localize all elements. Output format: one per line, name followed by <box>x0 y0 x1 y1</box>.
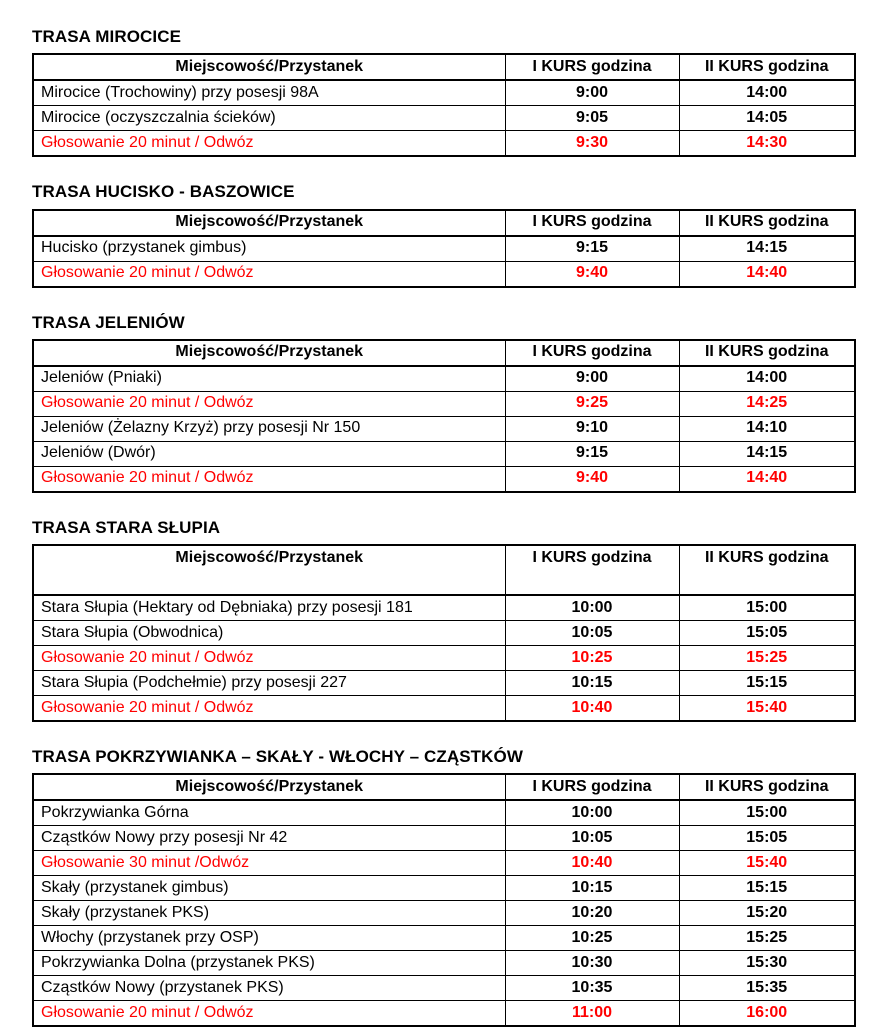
stop-name-cell: Stara Słupia (Obwodnica) <box>33 621 505 646</box>
kurs1-time-cell: 9:40 <box>505 261 679 287</box>
column-header-kurs2: II KURS godzina <box>679 774 855 800</box>
stop-name-cell: Głosowanie 20 minut / Odwóz <box>33 131 505 157</box>
stop-name-cell: Jeleniów (Dwór) <box>33 441 505 466</box>
route-timetable <box>32 339 856 493</box>
route-section <box>32 181 856 287</box>
kurs2-time-cell: 15:40 <box>679 851 855 876</box>
table-header-row <box>33 54 855 80</box>
table-header-row <box>33 340 855 366</box>
kurs2-time-cell: 15:25 <box>679 926 855 951</box>
stop-name-cell: Hucisko (przystanek gimbus) <box>33 236 505 262</box>
route-title: TRASA STARA SŁUPIA <box>32 517 221 537</box>
table-row <box>33 671 855 696</box>
vote-return-row <box>33 466 855 492</box>
kurs1-time-cell: 10:05 <box>505 621 679 646</box>
table-row <box>33 951 855 976</box>
kurs1-time-cell: 9:00 <box>505 366 679 392</box>
route-title: TRASA HUCISKO - BASZOWICE <box>32 182 295 202</box>
route-section <box>32 517 856 722</box>
kurs1-time-cell: 10:15 <box>505 876 679 901</box>
table-row <box>33 800 855 826</box>
vote-return-row <box>33 391 855 416</box>
table-row <box>33 826 855 851</box>
kurs1-time-cell: 9:25 <box>505 391 679 416</box>
kurs2-time-cell: 14:00 <box>679 80 855 106</box>
column-header-kurs2: II KURS godzina <box>679 54 855 80</box>
route-timetable <box>32 544 856 722</box>
vote-return-row <box>33 696 855 722</box>
table-header-row <box>33 774 855 800</box>
stop-name-cell: Mirocice (Trochowiny) przy posesji 98A <box>33 80 505 106</box>
stop-name-cell: Skały (przystanek PKS) <box>33 901 505 926</box>
kurs1-time-cell: 10:15 <box>505 671 679 696</box>
kurs1-time-cell: 9:00 <box>505 80 679 106</box>
stop-name-cell: Głosowanie 30 minut /Odwóz <box>33 851 505 876</box>
route-title: TRASA JELENIÓW <box>32 312 185 332</box>
kurs2-time-cell: 14:40 <box>679 466 855 492</box>
kurs2-time-cell: 15:15 <box>679 671 855 696</box>
kurs2-time-cell: 14:10 <box>679 416 855 441</box>
kurs2-time-cell: 14:30 <box>679 131 855 157</box>
column-header-kurs2: II KURS godzina <box>679 545 855 595</box>
stop-name-cell: Skały (przystanek gimbus) <box>33 876 505 901</box>
kurs2-time-cell: 15:00 <box>679 800 855 826</box>
stop-name-cell: Pokrzywianka Górna <box>33 800 505 826</box>
kurs2-time-cell: 15:05 <box>679 621 855 646</box>
table-row <box>33 876 855 901</box>
stop-name-cell: Głosowanie 20 minut / Odwóz <box>33 646 505 671</box>
route-timetable <box>32 53 856 157</box>
stop-name-cell: Głosowanie 20 minut / Odwóz <box>33 391 505 416</box>
column-header-stop: Miejscowość/Przystanek <box>33 545 505 595</box>
kurs1-time-cell: 10:35 <box>505 976 679 1001</box>
stop-name-cell: Głosowanie 20 minut / Odwóz <box>33 466 505 492</box>
kurs2-time-cell: 15:30 <box>679 951 855 976</box>
column-header-kurs1: I KURS godzina <box>505 340 679 366</box>
column-header-stop: Miejscowość/Przystanek <box>33 340 505 366</box>
column-header-kurs2: II KURS godzina <box>679 210 855 236</box>
column-header-kurs1: I KURS godzina <box>505 210 679 236</box>
table-header-row <box>33 210 855 236</box>
kurs1-time-cell: 9:05 <box>505 106 679 131</box>
stop-name-cell: Jeleniów (Żelazny Krzyż) przy posesji Nr 150 <box>33 416 505 441</box>
stop-name-cell: Głosowanie 20 minut / Odwóz <box>33 261 505 287</box>
route-timetable <box>32 209 856 288</box>
column-header-kurs1: I KURS godzina <box>505 774 679 800</box>
route-timetable <box>32 773 856 1027</box>
table-row <box>33 236 855 262</box>
kurs2-time-cell: 14:15 <box>679 236 855 262</box>
kurs1-time-cell: 10:25 <box>505 926 679 951</box>
stop-name-cell: Stara Słupia (Podchełmie) przy posesji 227 <box>33 671 505 696</box>
kurs2-time-cell: 14:05 <box>679 106 855 131</box>
vote-return-row <box>33 261 855 287</box>
vote-return-row <box>33 851 855 876</box>
table-row <box>33 976 855 1001</box>
stop-name-cell: Stara Słupia (Hektary od Dębniaka) przy posesji 181 <box>33 595 505 621</box>
stop-name-cell: Cząstków Nowy (przystanek PKS) <box>33 976 505 1001</box>
column-header-kurs1: I KURS godzina <box>505 54 679 80</box>
kurs2-time-cell: 14:25 <box>679 391 855 416</box>
kurs2-time-cell: 15:20 <box>679 901 855 926</box>
table-row <box>33 106 855 131</box>
column-header-stop: Miejscowość/Przystanek <box>33 774 505 800</box>
kurs1-time-cell: 9:10 <box>505 416 679 441</box>
kurs1-time-cell: 9:30 <box>505 131 679 157</box>
table-row <box>33 80 855 106</box>
stop-name-cell: Głosowanie 20 minut / Odwóz <box>33 696 505 722</box>
column-header-stop: Miejscowość/Przystanek <box>33 210 505 236</box>
kurs1-time-cell: 9:15 <box>505 441 679 466</box>
kurs2-time-cell: 14:40 <box>679 261 855 287</box>
kurs2-time-cell: 15:35 <box>679 976 855 1001</box>
kurs2-time-cell: 14:00 <box>679 366 855 392</box>
kurs1-time-cell: 10:25 <box>505 646 679 671</box>
kurs2-time-cell: 15:25 <box>679 646 855 671</box>
kurs1-time-cell: 10:00 <box>505 595 679 621</box>
vote-return-row <box>33 1001 855 1027</box>
table-row <box>33 366 855 392</box>
stop-name-cell: Głosowanie 20 minut / Odwóz <box>33 1001 505 1027</box>
kurs2-time-cell: 14:15 <box>679 441 855 466</box>
kurs1-time-cell: 9:15 <box>505 236 679 262</box>
table-row <box>33 441 855 466</box>
column-header-kurs2: II KURS godzina <box>679 340 855 366</box>
table-row <box>33 416 855 441</box>
kurs2-time-cell: 16:00 <box>679 1001 855 1027</box>
route-section <box>32 26 856 157</box>
route-section <box>32 746 856 1027</box>
vote-return-row <box>33 646 855 671</box>
stop-name-cell: Mirocice (oczyszczalnia ścieków) <box>33 106 505 131</box>
stop-name-cell: Cząstków Nowy przy posesji Nr 42 <box>33 826 505 851</box>
table-row <box>33 595 855 621</box>
kurs2-time-cell: 15:15 <box>679 876 855 901</box>
table-row <box>33 926 855 951</box>
vote-return-row <box>33 131 855 157</box>
table-header-row <box>33 545 855 595</box>
kurs1-time-cell: 10:00 <box>505 800 679 826</box>
stop-name-cell: Włochy (przystanek przy OSP) <box>33 926 505 951</box>
stop-name-cell: Jeleniów (Pniaki) <box>33 366 505 392</box>
kurs1-time-cell: 10:05 <box>505 826 679 851</box>
column-header-stop: Miejscowość/Przystanek <box>33 54 505 80</box>
column-header-kurs1: I KURS godzina <box>505 545 679 595</box>
route-section <box>32 312 856 493</box>
kurs1-time-cell: 11:00 <box>505 1001 679 1027</box>
kurs2-time-cell: 15:05 <box>679 826 855 851</box>
table-row <box>33 621 855 646</box>
kurs1-time-cell: 9:40 <box>505 466 679 492</box>
route-title: TRASA MIROCICE <box>32 27 182 46</box>
kurs2-time-cell: 15:40 <box>679 696 855 722</box>
kurs1-time-cell: 10:40 <box>505 696 679 722</box>
kurs1-time-cell: 10:40 <box>505 851 679 876</box>
kurs2-time-cell: 15:00 <box>679 595 855 621</box>
route-title: TRASA POKRZYWIANKA – SKAŁY - WŁOCHY – CZĄSTKÓW <box>32 747 523 766</box>
kurs1-time-cell: 10:30 <box>505 951 679 976</box>
table-row <box>33 901 855 926</box>
stop-name-cell: Pokrzywianka Dolna (przystanek PKS) <box>33 951 505 976</box>
kurs1-time-cell: 10:20 <box>505 901 679 926</box>
